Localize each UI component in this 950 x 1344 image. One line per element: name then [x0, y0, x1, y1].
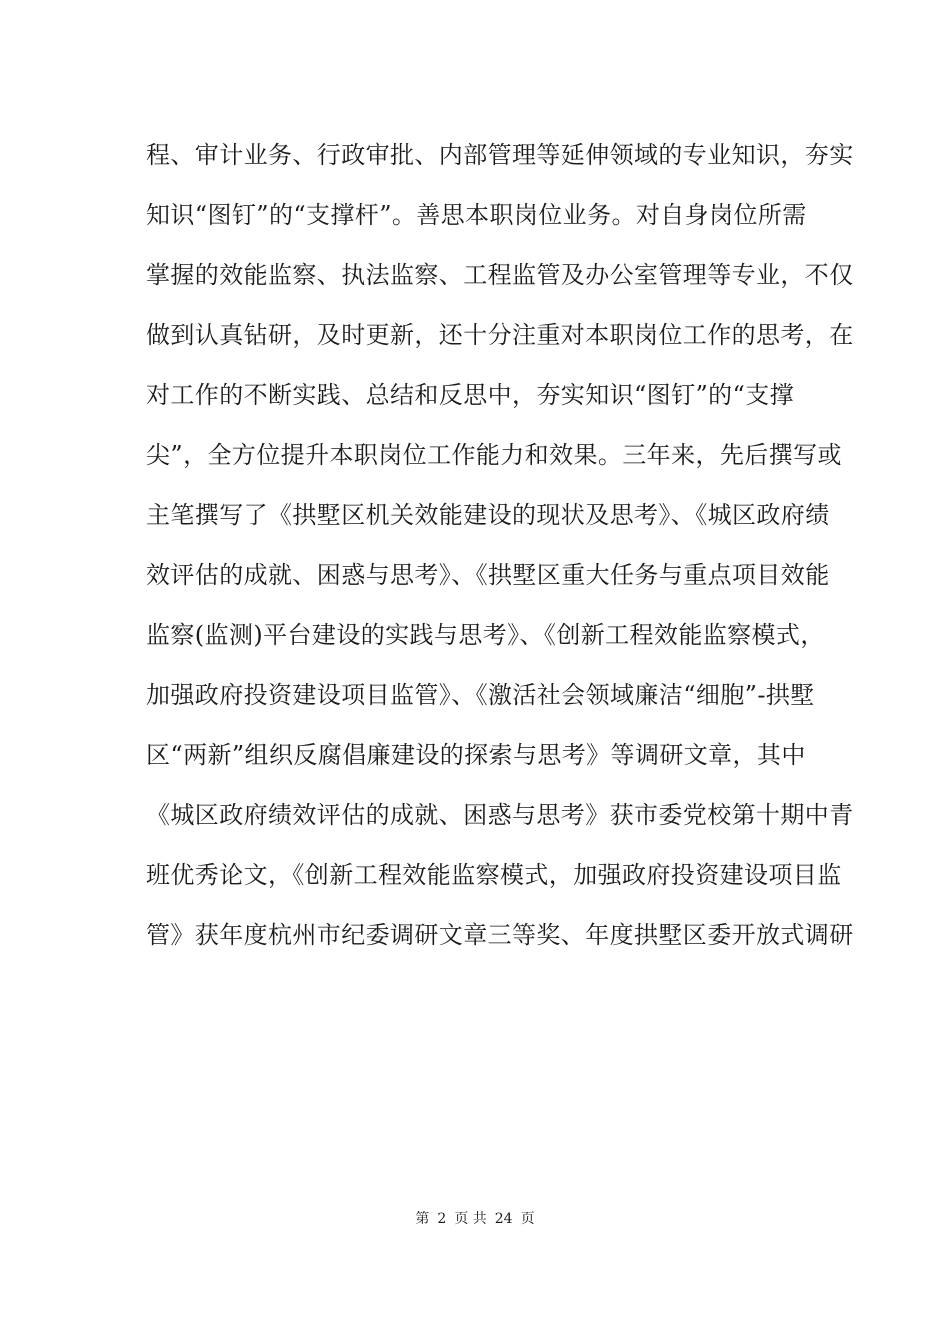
body-text [146, 134, 854, 974]
current-page-number: 2 [437, 1211, 447, 1227]
text-line: 掌握的效能监察、执法监察、工程监管及办公室管理等专业，不仅 [146, 261, 854, 289]
text-line: 做到认真钻研，及时更新，还十分注重对本职岗位工作的思考，在 [146, 321, 854, 349]
text-line: 知识“图钉”的“支撑杆”。善思本职岗位业务。对自身岗位所需 [146, 201, 807, 229]
footer-middle: 页 共 [454, 1211, 487, 1227]
text-line: 效评估的成就、困惑与思考》、《拱墅区重大任务与重点项目效能 [146, 561, 830, 589]
text-line: 区“两新”组织反腐倡廉建设的探索与思考》等调研文章，其中 [146, 741, 806, 769]
text-line: 尖”，全方位提升本职岗位工作能力和效果。三年来，先后撰写或 [146, 441, 842, 469]
text-line: 对工作的不断实践、总结和反思中，夯实知识“图钉”的“支撑 [146, 381, 795, 409]
text-line: 班优秀论文，《创新工程效能监察模式，加强政府投资建设项目监 [146, 861, 842, 889]
footer-suffix: 页 [520, 1211, 535, 1227]
total-pages-number: 24 [494, 1211, 513, 1227]
text-line: 加强政府投资建设项目监管》、《激活社会领域廉洁“细胞”-拱墅 [146, 681, 815, 709]
footer-prefix: 第 [415, 1211, 430, 1227]
text-line: 程、审计业务、行政审批、内部管理等延伸领域的专业知识，夯实 [146, 141, 854, 169]
text-line: 《城区政府绩效评估的成就、困惑与思考》获市委党校第十期中青 [146, 801, 854, 829]
text-line: 管》获年度杭州市纪委调研文章三等奖、年度拱墅区委开放式调研 [146, 921, 854, 949]
text-line: 监察(监测)平台建设的实践与思考》、《创新工程效能监察模式， [146, 621, 825, 649]
page-footer [0, 1208, 950, 1228]
text-line: 主笔撰写了《拱墅区机关效能建设的现状及思考》、《城区政府绩 [146, 501, 830, 529]
